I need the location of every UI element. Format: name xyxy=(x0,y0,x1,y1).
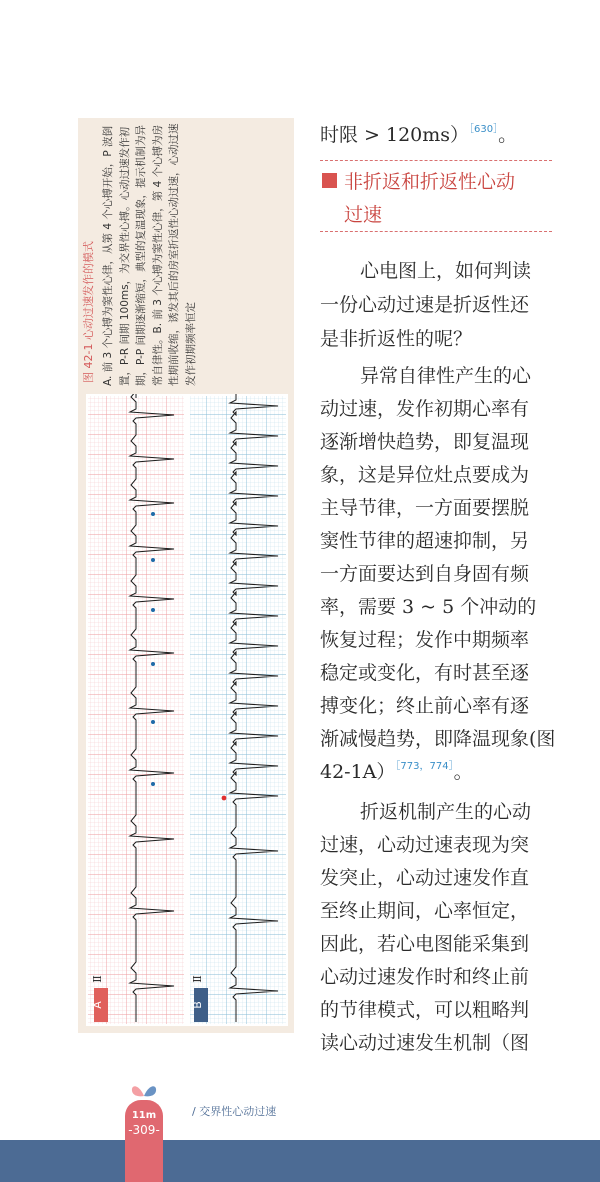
figure-caption-text: A. 前 3 个心搏为窦性心律，从第 4 个心搏开始，P 波倒置，P-R 间期 100ms，为交界性心搏。心动过速发作初期，P-P 间期逐渐缩短，典型的复温现象，提示机制为异常自律性。B. 前 3 个心搏为窦性心律，第 4 个心搏为房性期前收缩，诱发其后的房室折返性心动过速，心动过速发作初期频率恒定 xyxy=(102,123,197,386)
page-number: -309- xyxy=(128,1123,160,1137)
footer-section-title: / 交界性心动过速 xyxy=(192,1105,277,1118)
p2-line: 一方面要达到自身固有频 xyxy=(320,563,530,585)
p2-line: 窦性节律的超速抑制，另 xyxy=(320,530,530,552)
p1-line: 是非折返性的呢？ xyxy=(320,328,473,350)
p2-line: 搏变化；终止前心率有逐 xyxy=(320,695,530,717)
p2-last-text: 42-1A） xyxy=(320,761,396,783)
p3-line: 的节律模式，可以粗略判 xyxy=(320,999,530,1021)
heading-square-icon xyxy=(322,173,337,188)
p2-line-last xyxy=(320,757,473,784)
p3-line: 折返机制产生的心动 xyxy=(360,801,532,823)
footer-bar xyxy=(0,1140,600,1182)
p2-line: 稳定或变化，有时甚至逐 xyxy=(320,662,530,684)
p-wave-marker xyxy=(151,720,155,724)
p2-line: 主导节律，一方面要摆脱 xyxy=(320,497,530,519)
p3-line: 因此，若心电图能采集到 xyxy=(320,933,530,955)
p3-line: 至终止期间，心率恒定， xyxy=(320,900,530,922)
line1-text: 时限 > 120ms） xyxy=(320,124,470,146)
p2-line: 异常自律性产生的心 xyxy=(360,365,532,387)
heading-line-1: 非折返和折返性心动 xyxy=(344,171,516,193)
line1-end: 。 xyxy=(498,124,518,146)
panel-b-lead: Ⅱ xyxy=(191,975,204,983)
p1-line: 一份心动过速是折返性还 xyxy=(320,294,530,316)
p2-line: 渐减慢趋势，即降温现象(图 xyxy=(320,728,556,750)
p-wave-marker xyxy=(151,782,155,786)
ecg-strips xyxy=(86,394,288,1026)
section-heading xyxy=(320,160,552,232)
p3-line: 读心动过速发生机制（图 xyxy=(320,1032,530,1054)
premature-beat-marker xyxy=(222,796,227,801)
panel-b-grid xyxy=(190,396,286,1024)
figure-title xyxy=(78,118,98,388)
panel-a-label: A xyxy=(91,1001,104,1009)
p3-line: 心动过速发作时和终止前 xyxy=(320,966,530,988)
p2-line: 逐渐增快趋势，即复温现 xyxy=(320,431,530,453)
figure-caption xyxy=(100,118,294,388)
p2-line: 率，需要 3 ~ 5 个冲动的 xyxy=(320,596,537,618)
p2-line: 恢复过程；发作中期频率 xyxy=(320,629,530,651)
ecg-strips-svg xyxy=(86,394,288,1026)
panel-a-lead: Ⅱ xyxy=(91,975,104,983)
p2-line: 动过速，发作初期心率有 xyxy=(320,398,530,420)
panel-b-label: B xyxy=(191,1001,204,1009)
p-wave-marker xyxy=(151,608,155,612)
p2-end: 。 xyxy=(453,761,473,783)
p-wave-marker xyxy=(151,558,155,562)
p1-line: 心电图上，如何判读 xyxy=(360,260,532,282)
p3-line: 发突止，心动过速发作直 xyxy=(320,867,530,889)
text-line-1 xyxy=(320,120,517,147)
ecg-figure xyxy=(78,118,294,1033)
p3-line: 过速，心动过速表现为突 xyxy=(320,834,530,856)
butterfly-logo-icon xyxy=(129,1082,159,1106)
p-wave-marker xyxy=(151,662,155,666)
figure-title-text: 图 42-1 心动过速发作的模式 xyxy=(82,241,95,383)
line1-ref: ［630］ xyxy=(469,124,499,135)
p2-line: 象，这是异位灶点要成为 xyxy=(320,464,530,486)
logo-text: 11m xyxy=(131,1110,157,1121)
heading-line-2: 过速 xyxy=(344,204,383,226)
p2-ref: ［773，774］ xyxy=(395,761,454,772)
panel-b-markers xyxy=(222,796,227,801)
p-wave-marker xyxy=(151,512,155,516)
